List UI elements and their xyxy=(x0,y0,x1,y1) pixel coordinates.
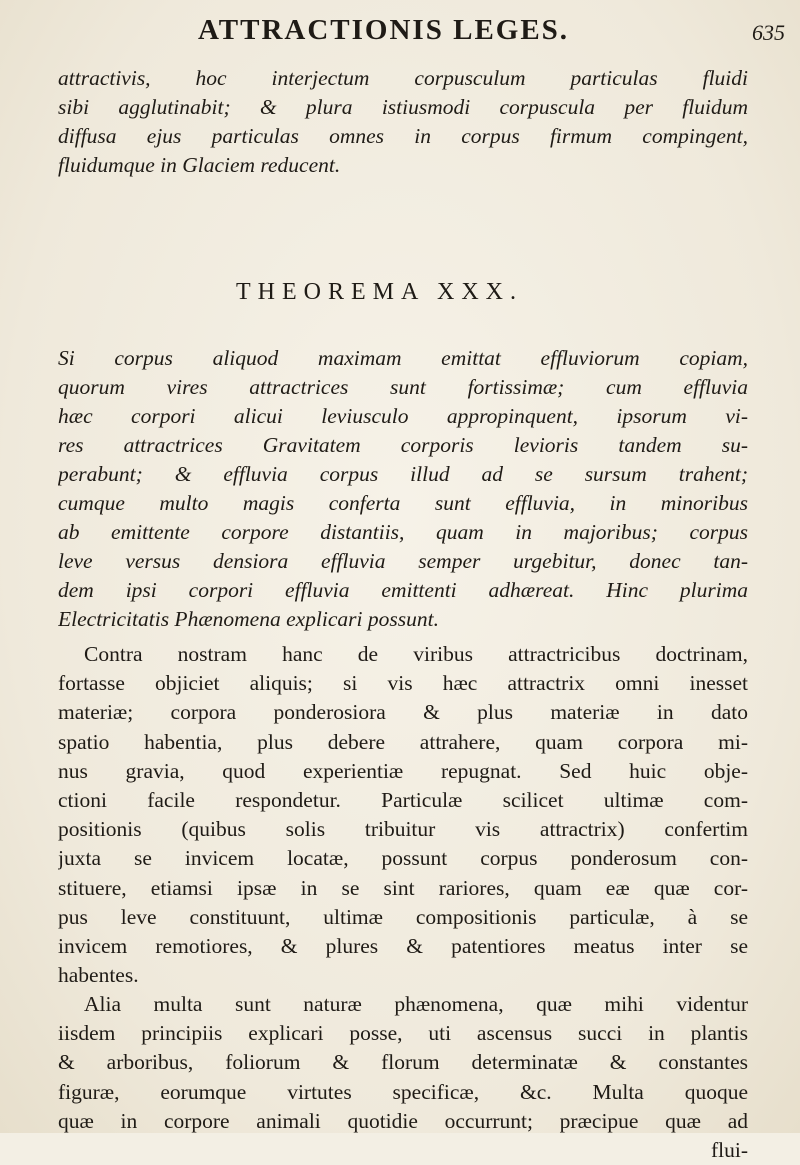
text-line: hæc corpori alicui leviusculo appropinquent, ipsorum vi- xyxy=(58,404,748,428)
running-head xyxy=(0,14,800,54)
text-line: sibi agglutinabit; & plura istiusmodi corpuscula per fluidum xyxy=(58,95,748,119)
text-line: cumque multo magis conferta sunt effluvia, in minoribus xyxy=(58,491,748,515)
text-line: juxta se invicem locatæ, possunt corpus ponderosum con- xyxy=(58,846,748,871)
text-line: pus leve constituunt, ultimæ compositionis particulæ, à se xyxy=(58,904,748,929)
body-paragraph-1 xyxy=(58,640,748,990)
text-line: quæ in corpore animali quotidie occurrunt; præcipue quæ ad xyxy=(58,1108,748,1133)
text-line: materiæ; corpora ponderosiora & plus materiæ in dato xyxy=(58,700,748,725)
text-line: perabunt; & effluvia corpus illud ad se sursum trahent; xyxy=(58,462,748,486)
text-line: leve versus densiora effluvia semper urgebitur, donec tan- xyxy=(58,549,748,573)
text-line: Contra nostram hanc de viribus attractricibus doctrinam, xyxy=(84,642,748,666)
page-number: 635 xyxy=(752,20,785,45)
text-line: Electricitatis Phænomena explicari possunt. xyxy=(58,607,439,631)
text-line: habentes. xyxy=(58,963,139,988)
text-line: Alia multa sunt naturæ phænomena, quæ mihi videntur xyxy=(84,992,748,1016)
text-line: dem ipsi corpori effluvia emittenti adhæreat. Hinc plurima xyxy=(58,578,748,602)
text-line: attractivis, hoc interjectum corpusculum particulas fluidi xyxy=(58,66,748,90)
theorem-heading: THEOREMA XXX. xyxy=(236,279,523,305)
text-line: & arboribus, foliorum & florum determinatæ & constantes xyxy=(58,1050,748,1075)
text-line: res attractrices Gravitatem corporis levioris tandem su- xyxy=(58,433,748,457)
text-line: fluidumque in Glaciem reducent. xyxy=(58,153,341,177)
intro-paragraph xyxy=(58,64,748,180)
catchword: flui- xyxy=(710,1137,748,1162)
running-title: ATTRACTIONIS LEGES. xyxy=(198,14,570,46)
text-line: diffusa ejus particulas omnes in corpus firmum compingent, xyxy=(58,124,748,148)
text-line: nus gravia, quod experientiæ repugnat. Sed huic obje- xyxy=(58,758,748,783)
text-line: invicem remotiores, & plures & patentiores meatus inter se xyxy=(58,933,748,958)
text-line: quorum vires attractrices sunt fortissimæ; cum effluvia xyxy=(58,375,748,399)
theorem-statement xyxy=(58,344,748,634)
catchword-line xyxy=(58,1136,748,1165)
text-line: Si corpus aliquod maximam emittat effluviorum copiam, xyxy=(58,346,748,370)
text-line: fortasse objiciet aliquis; si vis hæc attractrix omni inesset xyxy=(58,671,748,696)
text-line: ctioni facile respondetur. Particulæ scilicet ultimæ com- xyxy=(58,787,748,812)
text-line: spatio habentia, plus debere attrahere, quam corpora mi- xyxy=(58,729,748,754)
text-line: positionis (quibus solis tribuitur vis attractrix) confertim xyxy=(58,817,748,842)
text-line: stituere, etiamsi ipsæ in se sint rariores, quam eæ quæ cor- xyxy=(58,875,748,900)
body-paragraph-2 xyxy=(58,990,748,1165)
text-line: ab emittente corpore distantiis, quam in majoribus; corpus xyxy=(58,520,748,544)
text-line: figuræ, eorumque virtutes specificæ, &c. Multa quoque xyxy=(58,1079,748,1104)
text-line: iisdem principiis explicari posse, uti ascensus succi in plantis xyxy=(58,1021,748,1046)
